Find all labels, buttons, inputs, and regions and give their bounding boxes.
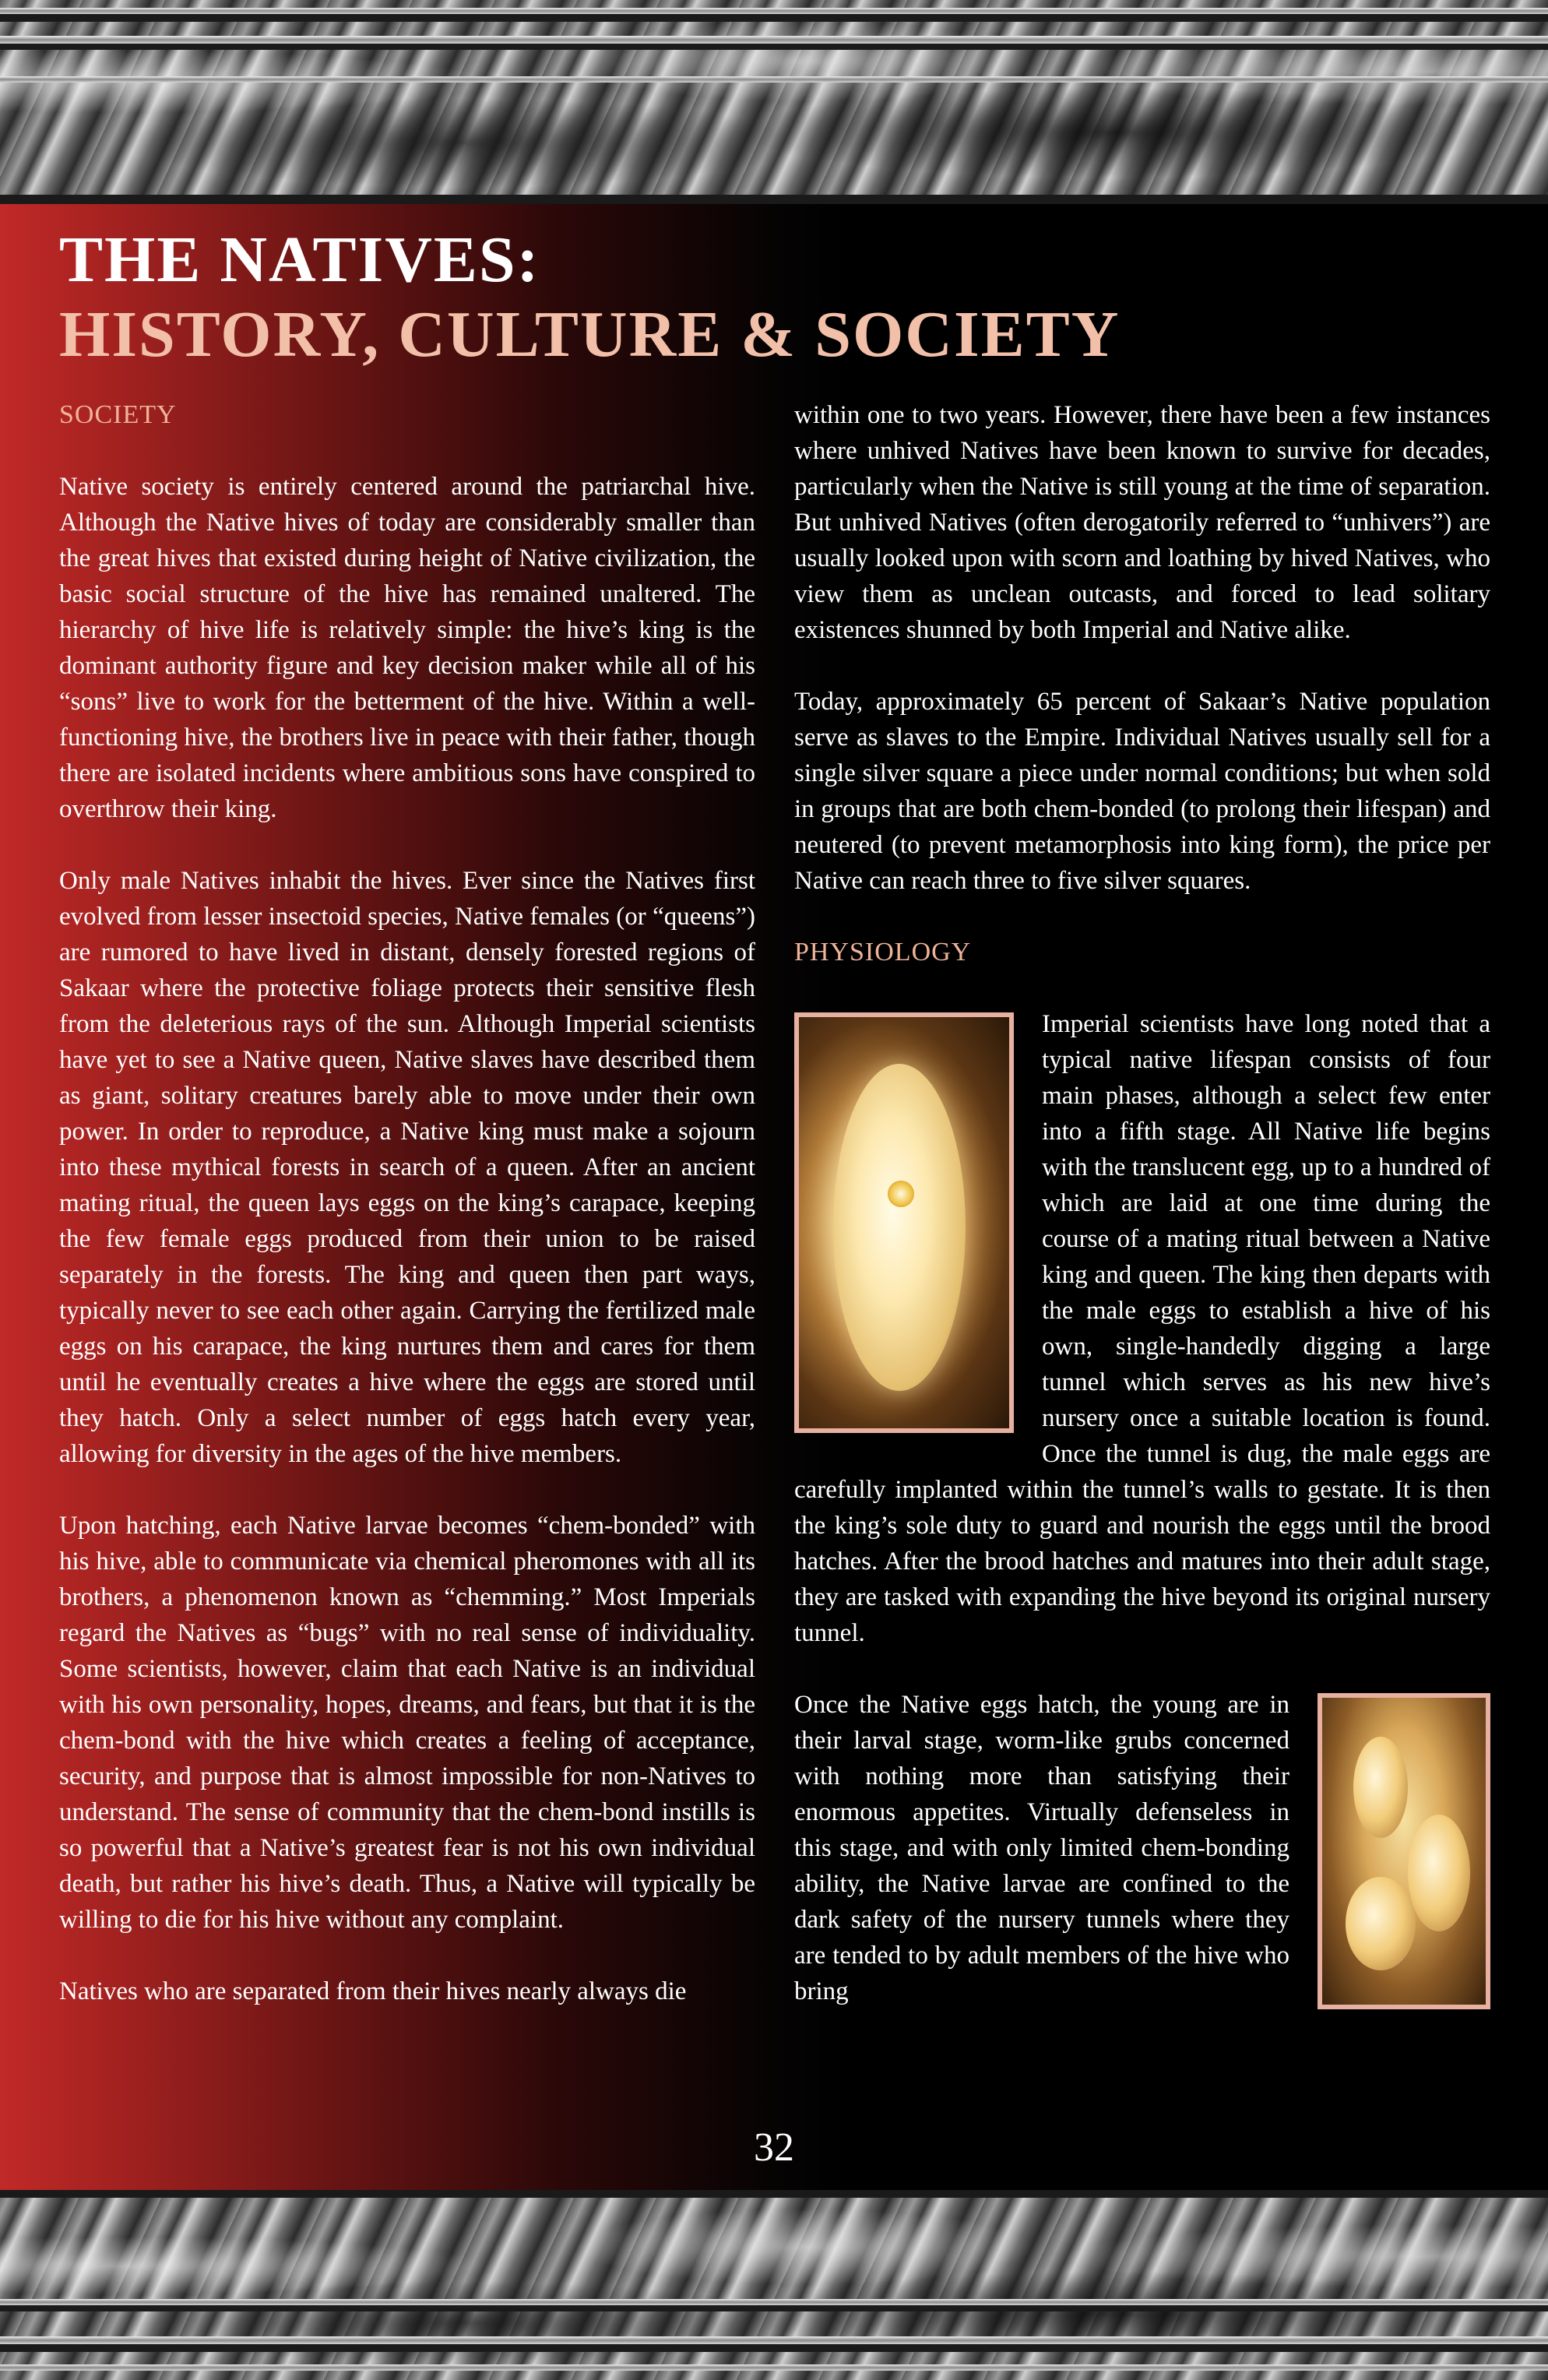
top-marble-border: [0, 0, 1548, 204]
section-heading-physiology: PHYSIOLOGY: [794, 938, 972, 966]
content-panel: [0, 204, 1548, 2190]
egg-image: [833, 1064, 966, 1391]
larvae-illustration: [1318, 1693, 1490, 2009]
bottom-rule-5: [0, 2344, 1548, 2352]
paragraph: Once the Native eggs hatch, the young are in their larval stage, worm-like grubs concerned with nothing more than satisfying their enormous appetites. Virtually defenseless in this stage, and with only limited chem-bonding ability, the Native larvae are confined to the dark safety of the nursery tunnels where they are tended to by adult members of the hive who bring: [794, 1691, 1289, 2005]
top-rule-6: [0, 195, 1548, 204]
paragraph: within one to two years. However, there have been a few instances where unhived Natives have been known to survive for decades, particularly when the Native is still young at the time of separation. But unhived Natives (often derogatorily referred to “unhivers”) are usually looked upon with scorn and loathing by hived Natives, who view them as unclean outcasts, and forced to lead solitary existences shunned by both Imperial and Native alike.: [794, 401, 1490, 644]
section-heading-society: SOCIETY: [59, 400, 177, 429]
larva-image: [1408, 1815, 1470, 1931]
bottom-rule-2: [0, 2299, 1548, 2305]
top-rule-4: [0, 44, 1548, 50]
larvae-block: [794, 1687, 1490, 2017]
paragraph: Native society is entirely centered around the patriarchal hive. Although the Native hives of today are considerably smaller than the great hives that existed during height of Native civilization, the basic social structure of the hive has remained unaltered. The hierarchy of hive life is relatively simple: the hive’s king is the dominant authority figure and key decision maker while all of his “sons” live to work for the betterment of the hive. Within a well-functioning hive, the brothers live in peace with their father, though there are isolated incidents where ambitious sons have conspired to overthrow their king.: [59, 473, 755, 823]
left-column: [59, 397, 755, 2009]
larva-image: [1346, 1877, 1416, 1970]
bottom-rule-6: [0, 2364, 1548, 2371]
bottom-rule-3: [0, 2305, 1548, 2311]
bottom-rule-1: [0, 2190, 1548, 2198]
paragraph: Upon hatching, each Native larvae becomes “chem-bonded” with his hive, able to communicate via chemical pheromones with all its brothers, a phenomenon known as “chemming.” Most Imperials regard the Natives as “bugs” with no real sense of individuality. Some scientists, however, claim that each Native is an individual with his own personality, hopes, dreams, and fears, but that it is the chem-bond with the hive which creates a feeling of acceptance, security, and purpose that is almost impossible for non-Natives to understand. The sense of community that the chem-bond instills is so powerful that a Native’s greatest fear is not his own individual death, but rather his hive’s death. Thus, a Native will typically be willing to die for his hive without any complaint.: [59, 1512, 755, 1934]
physiology-block: [794, 1006, 1490, 1687]
paragraph: Imperial scientists have long noted that a typical native lifespan consists of four main phases, although a select few enter into a fifth stage. All Native life begins with the translucent egg, up to a hundred of which are laid at one time during the course of a mating ritual between a Native king and queen. The king then departs with the male eggs to establish a hive of his own, single-handedly digging a large tunnel which serves as his new hive’s nursery once a suitable location is found. Once the tunnel is dug, the male eggs are carefully implanted within the tunnel’s walls to gestate. It is then the king’s sole duty to guard and nourish the eggs until the brood hatches. After the brood hatches and matures into their adult stage, they are tasked with expanding the hive beyond its original nursery tunnel.: [794, 1010, 1490, 1647]
top-rule-3: [0, 36, 1548, 44]
egg-illustration: [794, 1012, 1014, 1433]
top-rule-1: [0, 8, 1548, 14]
top-rule-5: [0, 76, 1548, 83]
paragraph: Natives who are separated from their hives nearly always die: [59, 1977, 687, 2005]
page-title-line-1: THE NATIVES:: [59, 224, 540, 296]
page-number: 32: [754, 2125, 794, 2170]
bottom-rule-4: [0, 2336, 1548, 2344]
top-rule-2: [0, 14, 1548, 22]
larva-image: [1353, 1737, 1408, 1838]
paragraph: Today, approximately 65 percent of Sakaar’s Native population serve as slaves to the Empire. Individual Natives usually sell for a single silver square a piece under normal conditions; but when sold in groups that are both chem-bonded (to prolong their lifespan) and neutered (to prevent metamorphosis into king form), the price per Native can reach three to five silver squares.: [794, 688, 1490, 895]
right-column: [794, 397, 1490, 2017]
paragraph: Only male Natives inhabit the hives. Ever since the Natives first evolved from lesser insectoid species, Native females (or “queens”) are rumored to have lived in distant, densely forested regions of Sakaar where the protective foliage protects their sensitive flesh from the deleterious rays of the sun. Although Imperial scientists have yet to see a Native queen, Native slaves have described them as giant, solitary creatures barely able to move under their own power. In order to reproduce, a Native king must make a sojourn into these mythical forests in search of a queen. After an ancient mating ritual, the queen lays eggs on the king’s carapace, keeping the few female eggs produced from their union to be raised separately in the forests. The king and queen then part ways, typically never to see each other again. Carrying the fertilized male eggs on his carapace, the king nurtures them and cares for them until he eventually creates a hive where the eggs are stored until they hatch. Only a select number of eggs hatch every year, allowing for diversity in the ages of the hive members.: [59, 867, 755, 1468]
page-title-line-2: HISTORY, CULTURE & SOCIETY: [59, 298, 1121, 371]
